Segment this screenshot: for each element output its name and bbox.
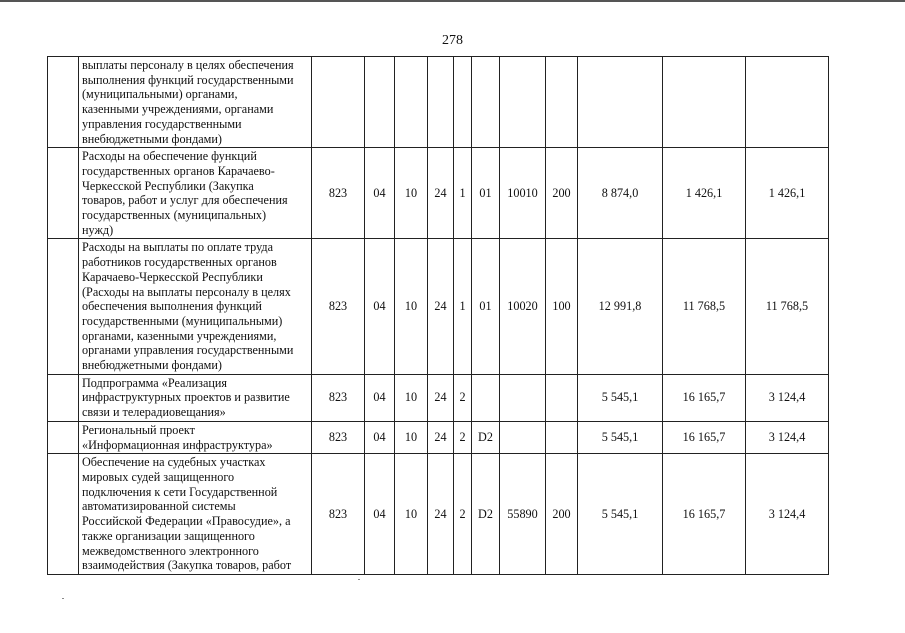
row-name: выплаты персоналу в целях обеспечения выполнения функций государственными (муниципальными) органами, казенными учреждениями, органами управления государственными внебюджетными фондами): [79, 57, 312, 148]
subprogram-code: [454, 57, 472, 148]
top-border-rule: [0, 0, 905, 6]
direction-code: [500, 374, 546, 421]
sum-year-3: 1 426,1: [746, 148, 829, 239]
expense-type-code: [546, 57, 578, 148]
program-code: 24: [428, 148, 454, 239]
table-row: [48, 421, 829, 453]
sum-year-2: 16 165,7: [663, 421, 746, 453]
row-name: Подпрограмма «Реализация инфраструктурных проектов и развитие связи и телерадиовещания»: [79, 374, 312, 421]
program-code: 24: [428, 454, 454, 575]
sum-year-3: 3 124,4: [746, 374, 829, 421]
expense-type-code: [546, 421, 578, 453]
blank-cell: [48, 374, 79, 421]
sum-year-1: 5 545,1: [578, 454, 663, 575]
subsection-code: 10: [395, 454, 428, 575]
event-code: D2: [472, 421, 500, 453]
table-row: [48, 57, 829, 148]
row-name: Расходы на обеспечение функций государственных органов Карачаево- Черкесской Республики (Закупка товаров, работ и услуг для обеспечения государственных (муниципальных) нужд): [79, 148, 312, 239]
row-name: Расходы на выплаты по оплате труда работников государственных органов Карачаево-Черкесской Республики (Расходы на выплаты персоналу в целях обеспечения выполнения функций государственными (муниципальными) органами, казенными учреждениями, органами управления государственными внебюджетными фондами): [79, 239, 312, 374]
sum-year-2: [663, 57, 746, 148]
sum-year-3: 3 124,4: [746, 421, 829, 453]
row-name: Региональный проект «Информационная инфраструктура»: [79, 421, 312, 453]
ministry-code: 823: [312, 148, 365, 239]
direction-code: 10020: [500, 239, 546, 374]
direction-code: [500, 421, 546, 453]
blank-cell: [48, 421, 79, 453]
sum-year-2: 1 426,1: [663, 148, 746, 239]
expense-type-code: [546, 374, 578, 421]
expense-type-code: 200: [546, 454, 578, 575]
blank-cell: [48, 454, 79, 575]
section-code: 04: [365, 148, 395, 239]
subsection-code: 10: [395, 239, 428, 374]
direction-code: 10010: [500, 148, 546, 239]
direction-code: [500, 57, 546, 148]
sum-year-2: 11 768,5: [663, 239, 746, 374]
sum-year-2: 16 165,7: [663, 374, 746, 421]
row-name: Обеспечение на судебных участках мировых судей защищенного подключения к сети Государственной автоматизированной системы Российской Федерации «Правосудие», а также организации защищенного межведомственного электронного взаимодействия (Закупка товаров, работ: [79, 454, 312, 575]
section-code: 04: [365, 239, 395, 374]
scan-speck: [62, 598, 64, 599]
program-code: 24: [428, 374, 454, 421]
section-code: 04: [365, 421, 395, 453]
page-number: 278: [442, 33, 463, 48]
subprogram-code: 1: [454, 239, 472, 374]
table-row: [48, 148, 829, 239]
event-code: [472, 57, 500, 148]
subprogram-code: 2: [454, 454, 472, 575]
subprogram-code: 1: [454, 148, 472, 239]
event-code: 01: [472, 148, 500, 239]
sum-year-1: 8 874,0: [578, 148, 663, 239]
event-code: 01: [472, 239, 500, 374]
program-code: 24: [428, 421, 454, 453]
event-code: D2: [472, 454, 500, 575]
sum-year-1: 5 545,1: [578, 421, 663, 453]
ministry-code: [312, 57, 365, 148]
blank-cell: [48, 239, 79, 374]
budget-table: [47, 56, 829, 575]
sum-year-1: 12 991,8: [578, 239, 663, 374]
ministry-code: 823: [312, 239, 365, 374]
ministry-code: 823: [312, 454, 365, 575]
subsection-code: 10: [395, 374, 428, 421]
table-row: [48, 239, 829, 374]
sum-year-3: 11 768,5: [746, 239, 829, 374]
subprogram-code: 2: [454, 421, 472, 453]
section-code: 04: [365, 454, 395, 575]
section-code: 04: [365, 374, 395, 421]
table-row: [48, 454, 829, 575]
sum-year-1: 5 545,1: [578, 374, 663, 421]
table-row: [48, 374, 829, 421]
sum-year-2: 16 165,7: [663, 454, 746, 575]
section-code: [365, 57, 395, 148]
sum-year-1: [578, 57, 663, 148]
subsection-code: 10: [395, 421, 428, 453]
sum-year-3: [746, 57, 829, 148]
subsection-code: [395, 57, 428, 148]
expense-type-code: 100: [546, 239, 578, 374]
ministry-code: 823: [312, 421, 365, 453]
sum-year-3: 3 124,4: [746, 454, 829, 575]
ministry-code: 823: [312, 374, 365, 421]
program-code: 24: [428, 239, 454, 374]
table-body: [48, 57, 829, 575]
expense-type-code: 200: [546, 148, 578, 239]
direction-code: 55890: [500, 454, 546, 575]
subprogram-code: 2: [454, 374, 472, 421]
event-code: [472, 374, 500, 421]
program-code: [428, 57, 454, 148]
scan-speck: [358, 579, 360, 580]
subsection-code: 10: [395, 148, 428, 239]
blank-cell: [48, 57, 79, 148]
blank-cell: [48, 148, 79, 239]
